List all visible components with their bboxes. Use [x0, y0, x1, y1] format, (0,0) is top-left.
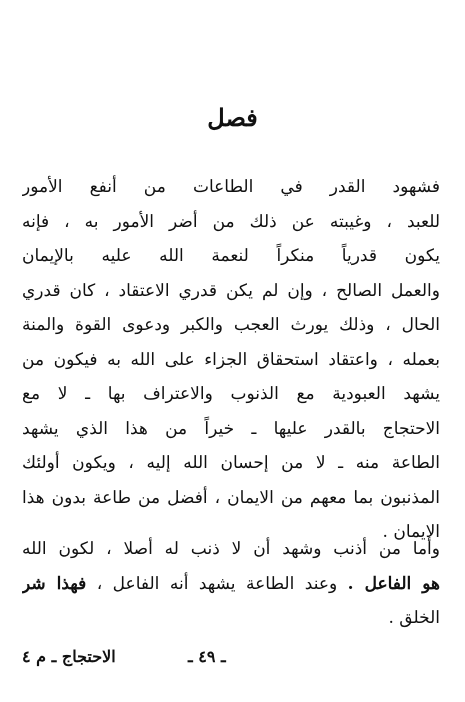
text-line: والعمل الصالح ، وإن لم يكن قدري الاعتقاد ، كان قدري	[22, 280, 440, 301]
paragraph-1	[22, 170, 440, 550]
section-title: فصل	[207, 103, 258, 132]
text-line: الخلق .	[388, 608, 440, 628]
page-footer	[0, 647, 465, 677]
text-line: الايمان .	[382, 522, 440, 542]
text-line: يكون قدرياً منكراً لنعمة الله عليه بالإيمان	[22, 246, 440, 266]
text-line: يشهد العبودية مع الذنوب والاعتراف بها ـ لا مع	[22, 384, 440, 404]
book-reference: الاحتجاج ـ م ٤	[22, 647, 116, 666]
text-line: الاحتجاج بالقدر عليها ـ خيراً من هذا الذي يشهد	[22, 418, 440, 439]
text-phrase: وعند الطاعة يشهد أنه الفاعل ،	[86, 573, 348, 594]
text-line: الحال ، وذلك يورث العجب والكبر ودعوى القوة والمنة	[22, 315, 440, 335]
text-line: وأما من أذنب وشهد أن لا ذنب له أصلا ، لكون الله	[22, 539, 440, 559]
text-line: المذنبون بما معهم من الايمان ، أفضل من طاعة بدون هذا	[22, 487, 440, 508]
bold-phrase: فهذا شر	[22, 573, 87, 594]
bold-phrase: هو الفاعل .	[347, 573, 440, 594]
text-line: الطاعة منه ـ لا من إحسان الله إليه ، ويكون أولئك	[22, 453, 440, 473]
text-line: للعبد ، وغيبته عن ذلك من أضر الأمور به ، فإنه	[22, 211, 440, 232]
text-line: فشهود القدر في الطاعات من أنفع الأمور	[22, 177, 440, 197]
text-line	[22, 567, 440, 602]
paragraph-2	[22, 532, 440, 636]
page-number: ـ ٤٩ ـ	[188, 647, 226, 666]
text-line: بعمله ، واعتقاد استحقاق الجزاء على الله به فيكون من	[22, 349, 440, 370]
